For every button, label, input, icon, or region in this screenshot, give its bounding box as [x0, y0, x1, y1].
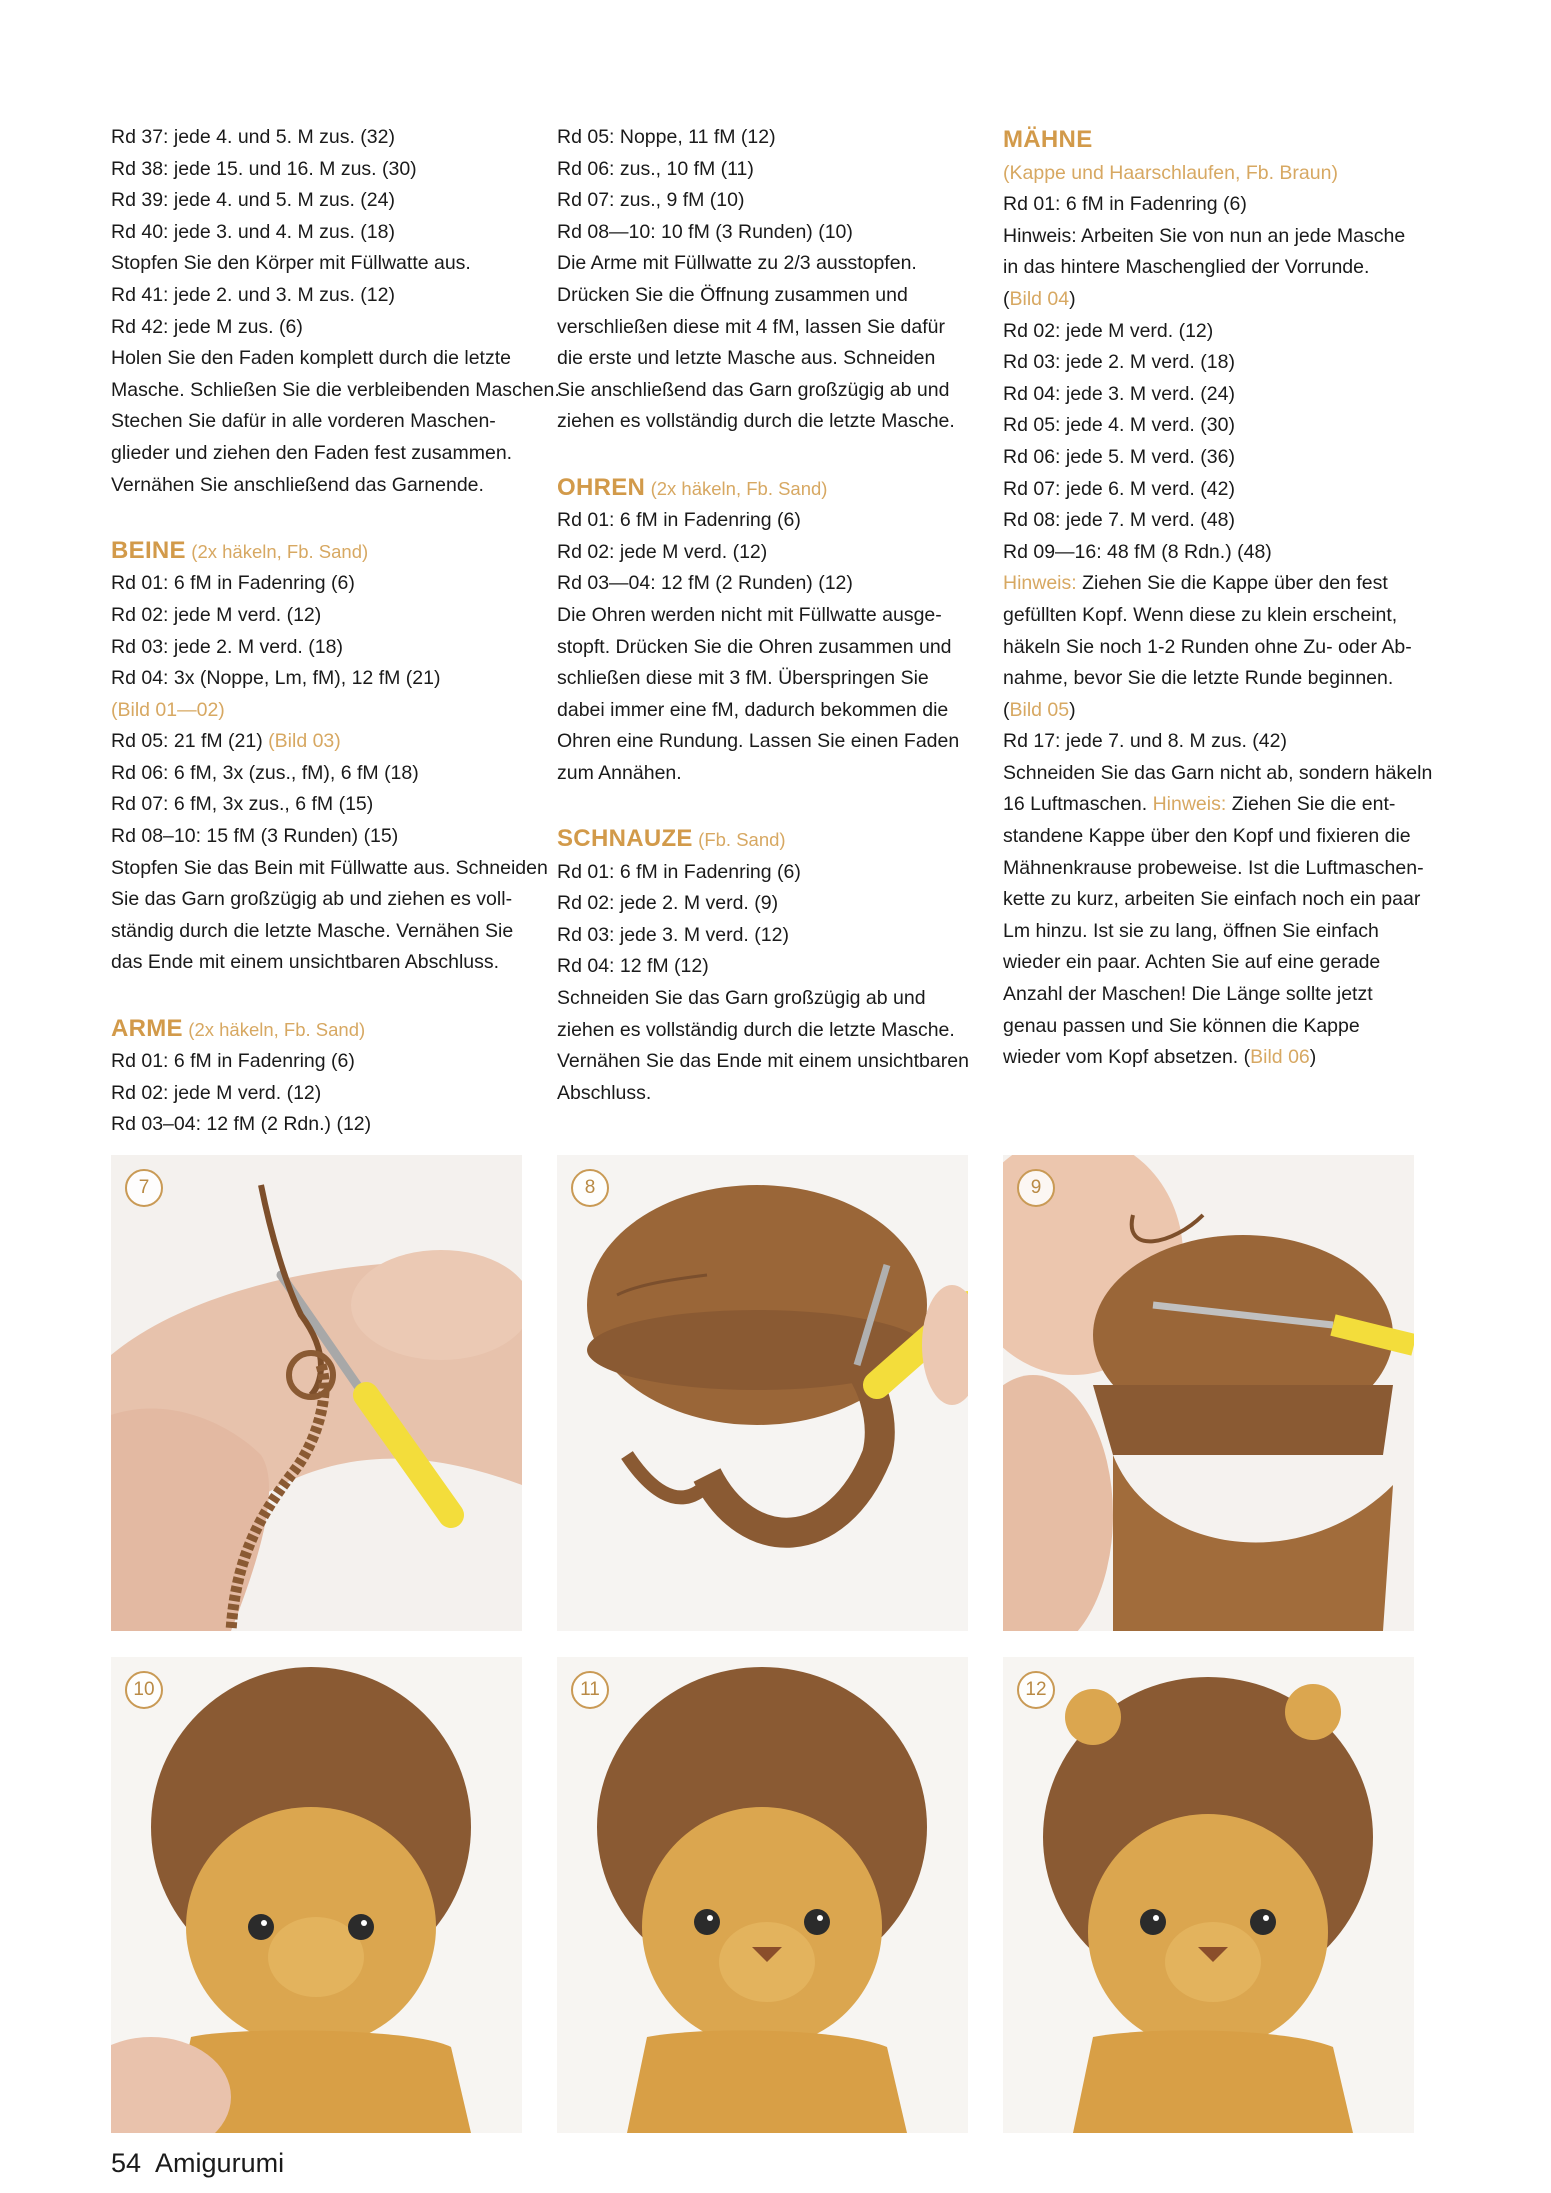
text-line: stopft. Drücken Sie die Ohren zusammen und: [557, 635, 952, 658]
photo-step-12: [1003, 1657, 1414, 2133]
paren-close: ): [1309, 1046, 1317, 1069]
text-line: Stopfen Sie das Bein mit Füllwatte aus. Schneiden: [111, 856, 548, 879]
text-line: genau passen und Sie können die Kappe: [1003, 1014, 1360, 1037]
step-number-badge: 11: [571, 1671, 609, 1709]
section-heading: [557, 472, 967, 506]
text-line: Rd 41: jede 2. und 3. M zus. (12): [111, 283, 395, 306]
photo-illustration: [557, 1657, 968, 2133]
section-title-text: MÄHNE: [1003, 126, 1093, 153]
text-line: Lm hinzu. Ist sie zu lang, öffnen Sie einfach: [1003, 919, 1379, 942]
intro-block: [557, 122, 967, 438]
photo-illustration: [557, 1155, 968, 1631]
text-line: Rd 04: jede 3. M verd. (24): [1003, 382, 1235, 405]
spacer: [111, 979, 521, 1011]
section-subtitle: (2x häkeln, Fb. Sand): [650, 477, 828, 499]
text-line: Holen Sie den Faden komplett durch die letzte: [111, 347, 511, 370]
text-line: Rd 04: 12 fM (12): [557, 955, 709, 978]
text-line: verschließen diese mit 4 fM, lassen Sie dafür: [557, 315, 946, 338]
text-line: Rd 02: jede M verd. (12): [557, 540, 768, 563]
text-line: Rd 08—10: 10 fM (3 Runden) (10): [557, 220, 853, 243]
section-beine: [111, 535, 548, 979]
paren-close: ): [1069, 698, 1076, 721]
spacer: [557, 438, 967, 470]
text-line: Rd 01: 6 fM in Fadenring (6): [111, 572, 355, 595]
photo-step-9: [1003, 1155, 1414, 1631]
section-title: SCHNAUZE: [557, 825, 693, 853]
text-line: Rd 08: jede 7. M verd. (48): [1003, 509, 1235, 532]
text-line: Rd 02: jede M verd. (12): [111, 1081, 322, 1104]
section-heading: [111, 1013, 521, 1047]
text-line: Rd 07: jede 6. M verd. (42): [1003, 477, 1235, 500]
text-line: schließen diese mit 3 fM. Überspringen Sie: [557, 667, 929, 690]
text-line: Ohren eine Rundung. Lassen Sie einen Faden: [557, 730, 960, 753]
hint-label: Hinweis:: [1003, 572, 1077, 595]
text-line: Mähnenkrause probeweise. Ist die Luftmaschen-: [1003, 856, 1424, 879]
section-title: OHREN: [557, 473, 646, 501]
section-subtitle: (2x häkeln, Fb. Sand): [188, 1018, 366, 1040]
column-3: [1003, 122, 1433, 1074]
text-line: kette zu kurz, arbeiten Sie einfach noch ein paar: [1003, 888, 1421, 911]
section-heading: [111, 535, 521, 569]
step-number-badge: 8: [571, 1169, 609, 1207]
text-line: Rd 03: jede 2. M verd. (18): [1003, 351, 1235, 374]
section-subtitle: (Kappe und Haarschlaufen, Fb. Braun): [1003, 161, 1338, 184]
section-arme: [111, 1013, 521, 1141]
photo-illustration: [1003, 1657, 1414, 2133]
text-line: Sie das Garn großzügig ab und ziehen es voll-: [111, 888, 513, 911]
text-line: standene Kappe über den Kopf und fixieren die: [1003, 825, 1411, 848]
text-line: Rd 02: jede 2. M verd. (9): [557, 892, 779, 915]
step-number-badge: 12: [1017, 1671, 1055, 1709]
text-line: Anzahl der Maschen! Die Länge sollte jetzt: [1003, 983, 1373, 1006]
column-2: [557, 122, 967, 1109]
section-subtitle: (Fb. Sand): [698, 829, 786, 851]
step-number-badge: 10: [125, 1671, 163, 1709]
photo-illustration: [111, 1657, 522, 2133]
text-line: Rd 06: 6 fM, 3x (zus., fM), 6 fM (18): [111, 761, 419, 784]
text-line: Rd 09—16: 48 fM (8 Rdn.) (48): [1003, 540, 1272, 563]
intro-block: [111, 122, 560, 501]
text-line: glieder und ziehen den Faden fest zusammen.: [111, 441, 513, 464]
section-subtitle: (2x häkeln, Fb. Sand): [191, 540, 369, 562]
section-ohren: [557, 472, 967, 790]
text-line: Rd 01: 6 fM in Fadenring (6): [111, 1050, 355, 1073]
paren-close: ): [1069, 287, 1076, 310]
text-line: Rd 05: Noppe, 11 fM (12): [557, 126, 776, 148]
text-line: Rd 06: jede 5. M verd. (36): [1003, 445, 1235, 468]
text-line: in das hintere Maschenglied der Vorrunde.: [1003, 256, 1370, 279]
step-number-badge: 7: [125, 1169, 163, 1207]
image-reference[interactable]: Bild 06: [1250, 1046, 1310, 1069]
text-line: Rd 07: 6 fM, 3x zus., 6 fM (15): [111, 793, 374, 816]
text-line: Rd 02: jede M verd. (12): [1003, 319, 1214, 342]
text-line: gefüllten Kopf. Wenn diese zu klein erscheint,: [1003, 603, 1398, 626]
step-number-badge: 9: [1017, 1169, 1055, 1207]
text-line: [1003, 568, 1433, 600]
text-line: Hinweis: Arbeiten Sie von nun an jede Masche: [1003, 224, 1406, 247]
text-line: Rd 17: jede 7. und 8. M zus. (42): [1003, 730, 1287, 753]
spacer: [557, 789, 967, 821]
text-line: Rd 01: 6 fM in Fadenring (6): [557, 509, 801, 532]
text-line: Rd 01: 6 fM in Fadenring (6): [557, 860, 801, 883]
text-line: ziehen es vollständig durch die letzte Masche.: [557, 1018, 955, 1041]
section-title: BEINE: [111, 536, 186, 564]
text-line: Vernähen Sie anschließend das Garnende.: [111, 473, 484, 496]
text-line: Rd 03–04: 12 fM (2 Rdn.) (12): [111, 1113, 372, 1136]
text-line: [1003, 1042, 1433, 1074]
text-line: Abschluss.: [557, 1081, 652, 1104]
text-line: [1003, 284, 1433, 316]
text-line: Rd 08–10: 15 fM (3 Runden) (15): [111, 825, 399, 848]
text-line: häkeln Sie noch 1-2 Runden ohne Zu- oder Ab-: [1003, 635, 1412, 658]
text-line: Rd 42: jede M zus. (6): [111, 315, 303, 338]
publication-title: Amigurumi: [155, 2148, 285, 2178]
section-maehne: [1003, 124, 1433, 1074]
photo-step-7: [111, 1155, 522, 1631]
spacer: [111, 501, 521, 533]
text-line: Rd 40: jede 3. und 4. M zus. (18): [111, 220, 395, 243]
text-line: Stopfen Sie den Körper mit Füllwatte aus.: [111, 252, 471, 275]
section-title: ARME: [111, 1014, 183, 1042]
text-line: Vernähen Sie das Ende mit einem unsichtbaren: [557, 1050, 969, 1073]
text-line: Rd 03: jede 3. M verd. (12): [557, 923, 789, 946]
text-line: [111, 726, 521, 758]
text-line: dabei immer eine fM, dadurch bekommen die: [557, 698, 949, 721]
column-1: [111, 122, 560, 1141]
text-line: ständig durch die letzte Masche. Vernähen Sie: [111, 919, 514, 942]
text-line: Die Arme mit Füllwatte zu 2/3 ausstopfen.: [557, 252, 917, 275]
text-line: [1003, 789, 1433, 821]
text-fragment: wieder vom Kopf absetzen.: [1003, 1046, 1244, 1069]
text-line: Rd 39: jede 4. und 5. M zus. (24): [111, 189, 395, 212]
section-title: [1003, 124, 1433, 158]
image-reference[interactable]: Bild 05: [1009, 698, 1070, 721]
text-line: Masche. Schließen Sie die verbleibenden Maschen.: [111, 378, 560, 401]
section-heading: [557, 823, 967, 857]
text-line: Drücken Sie die Öffnung zusammen und: [557, 283, 908, 306]
section-schnauze: [557, 823, 967, 1109]
photo-step-11: [557, 1657, 968, 2133]
text-fragment: Rd 05: 21 fM (21): [111, 730, 269, 753]
text-fragment: Ziehen Sie die Kappe über den fest: [1076, 572, 1388, 595]
text-line: Schneiden Sie das Garn großzügig ab und: [557, 987, 926, 1010]
text-fragment: 16 Luftmaschen.: [1003, 793, 1153, 816]
text-line: Rd 05: jede 4. M verd. (30): [1003, 414, 1235, 437]
text-line: Rd 01: 6 fM in Fadenring (6): [1003, 193, 1247, 216]
text-line: Rd 37: jede 4. und 5. M zus. (32): [111, 126, 395, 148]
text-fragment: Ziehen Sie die ent-: [1226, 793, 1396, 816]
image-reference[interactable]: (Bild 01—02): [111, 698, 225, 721]
text-line: Die Ohren werden nicht mit Füllwatte ausge-: [557, 603, 942, 626]
text-line: das Ende mit einem unsichtbaren Abschluss.: [111, 951, 500, 974]
text-line: Sie anschließend das Garn großzügig ab und: [557, 378, 950, 401]
paren-open: (: [1243, 1046, 1251, 1069]
text-line: Schneiden Sie das Garn nicht ab, sondern häkeln: [1003, 761, 1433, 784]
text-line: Rd 06: zus., 10 fM (11): [557, 157, 754, 180]
text-line: Rd 03: jede 2. M verd. (18): [111, 635, 343, 658]
photo-illustration: [111, 1155, 522, 1631]
text-line: Rd 02: jede M verd. (12): [111, 603, 322, 626]
hint-label: Hinweis:: [1152, 793, 1227, 816]
text-line: Rd 07: zus., 9 fM (10): [557, 189, 745, 212]
text-line: [1003, 695, 1433, 727]
photo-step-10: [111, 1657, 522, 2133]
text-line: ziehen es vollständig durch die letzte Masche.: [557, 410, 955, 433]
page-footer: [111, 2148, 298, 2179]
image-reference[interactable]: Bild 04: [1009, 287, 1070, 310]
image-reference[interactable]: (Bild 03): [268, 730, 341, 753]
page-number: 54: [111, 2148, 142, 2178]
paren-open: (: [1003, 287, 1010, 310]
text-line: wieder ein paar. Achten Sie auf eine gerade: [1003, 951, 1381, 974]
paren-open: (: [1003, 698, 1010, 721]
text-line: Rd 03—04: 12 fM (2 Runden) (12): [557, 572, 853, 595]
text-line: Rd 04: 3x (Noppe, Lm, fM), 12 fM (21): [111, 667, 441, 690]
photo-step-8: [557, 1155, 968, 1631]
text-line: nahme, bevor Sie die letzte Runde beginnen.: [1003, 667, 1394, 690]
text-line: Stechen Sie dafür in alle vorderen Maschen-: [111, 410, 496, 433]
text-line: zum Annähen.: [557, 761, 682, 784]
text-line: die erste und letzte Masche aus. Schneiden: [557, 347, 936, 370]
text-line: Rd 38: jede 15. und 16. M zus. (30): [111, 157, 417, 180]
photo-illustration: [1003, 1155, 1414, 1631]
